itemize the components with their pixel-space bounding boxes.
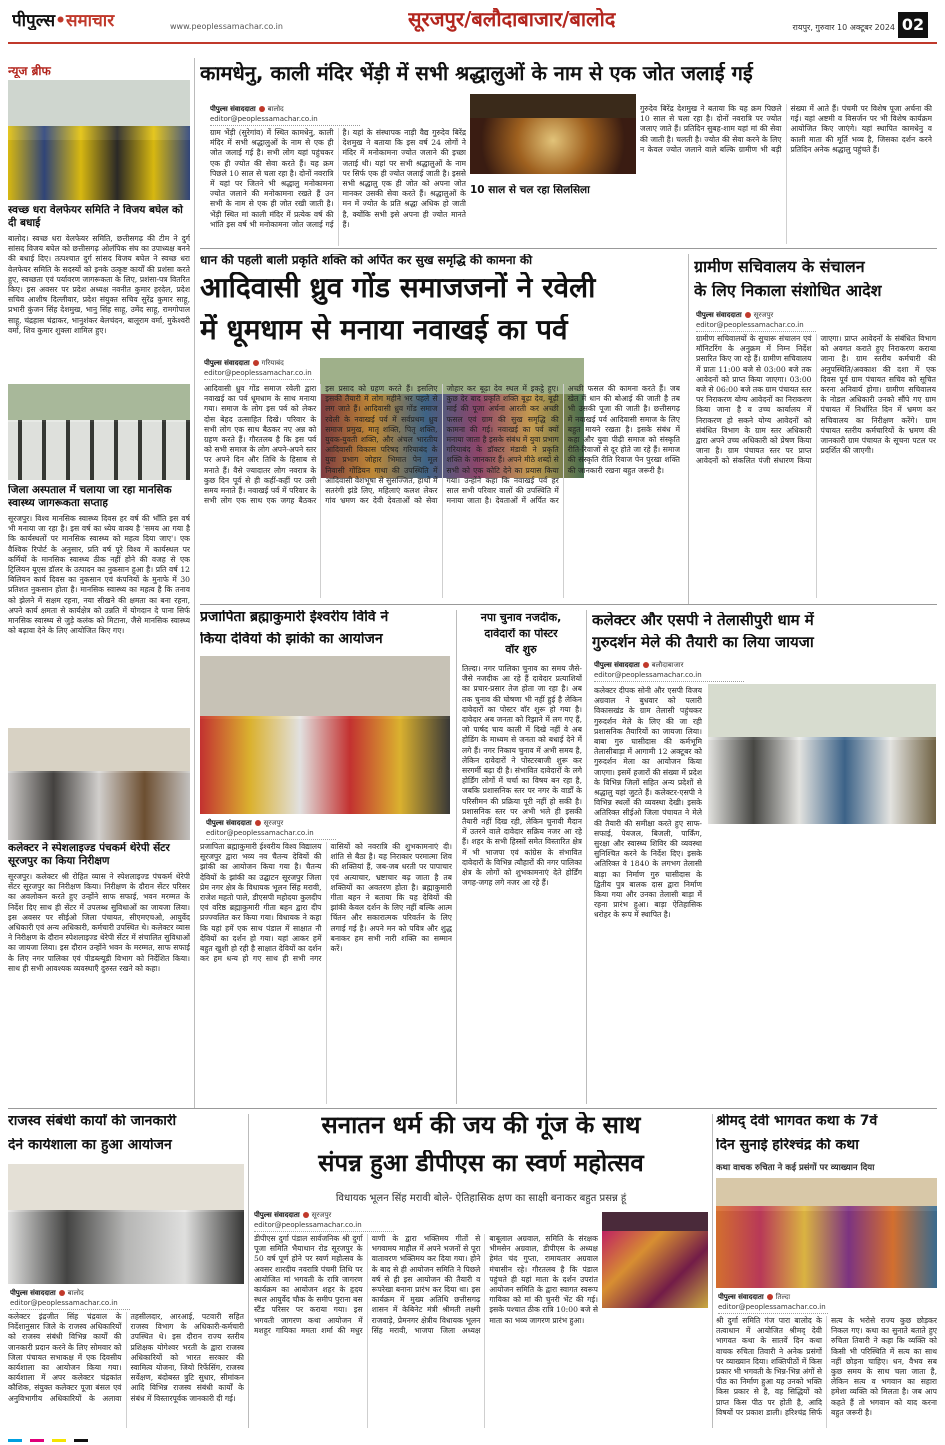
sanatan-story-text: डीपीएस दुर्गा पंडाल सार्वजनिक श्री दुर्गा पूजा समिति भैयाथान रोड सूरजपुर के 50 वर्ष पूर्ण होने पर स्वर्ण महोत्सव के अवसर शारदीय नवरात्रि पंचमी तिथि पर आयोजित मां भगवती के रात्रि जागरण कार्यक्रम का आयोजन शहर के हृदय स्थल आयुर्वेद चौक के समीप पुराना बस स्टैंड परिसर पर कराया गया। इस भगवती जागरण कथा आयोजन में मशहूर गायिका ममता शर्मा की मधुर वाणी के द्वारा भक्तिमय गीतों से भगवामय माहौल में अपने भजनों से पूरा वातावरण भक्तिमय कर दिया गया। होने के बाद से ही आयोजन समिति ने पिछले वर्ष से ही इस आयोजन की तैयारी व रूपरेखा बनाना प्रारंभ कर दिया था। इस कार्यक्रम में मुख्य अतिथि छत्तीसगढ़ शासन में केबिनेट मंत्री श्रीमती लक्ष्मी राजवाड़े, प्रेमनगर क्षेत्रीय विधायक भूलन सिंह मरावी, भाजपा जिला अध्यक्ष बाबूलाल अग्रवाल, समिति के संरक्षक भीमसेन अग्रवाल, डीपीएस के अध्यक्ष हेमंत चंद गुप्ता, रामायतार अग्रवाल मंचासीन रहे। गौरतलब है कि पंडाल पहुंचते ही यहां माता के दर्शन उपरांत आयोजन समिति के द्वारा स्वागत स्वरूप गायिका को मां की चुनरी भेंट की गई। इसके पश्चात ठीक रात्रि 10:00 बजे से माता का भव्य जागरण प्रारंभ हुआ।: [254, 1234, 598, 1335]
brand-name-red: समाचार: [65, 11, 115, 30]
byline-source: पीपुल्स संवाददाता: [718, 1293, 764, 1301]
workshop-story-headline-1: राजस्व संबंधी कार्यों की जानकारी: [8, 1114, 177, 1129]
dateline: रायपुर, गुरुवार 10 अक्टूबर 2024: [792, 23, 895, 32]
workshop-story-photo: [8, 1164, 244, 1284]
news-brief-photo-2: [8, 384, 190, 480]
main-story-byline: [204, 358, 314, 380]
byline-dot-icon: [253, 360, 259, 366]
news-brief-text-2: सूरजपुर। विश्व मानसिक स्वास्थ्य दिवस हर वर्ष की भाँति इस वर्ष भी मनाया जा रहा है। इस वर्ष का ध्येय वाक्य है 'समय आ गया है कि कार्यस्थलों पर मानसिक स्वास्थ्य को महत्व दिया जाए'। एक वैश्विक रिपोर्ट के अनुसार, प्रति वर्ष पूरे विश्व में कार्यस्थल पर कर्मियों के मानसिक स्वास्थ्य ठीक नहीं होने की वजह से एक ट्रिलियन यूएस डॉलर के उत्पादन का नुकसान हुआ है। प्रति वर्ष 12 बिलियन कार्य दिवस का नुकसान एवं कंपनियों के मुनाफे में 30 प्रतिशत नुकसान होता है। मानसिक स्वास्थ्य का महत्व है कि तनाव को झेलने में सक्षम रहना, नया सीखने की क्षमता का बना रहना, अपने कार्य क्षमता से कार्यक्षेत्र को उन्नति में योगदान दे पाना सिर्फ मानसिक स्वास्थ्य से जुड़े कलंक को मिटाना, जैसे मानसिक स्वास्थ्य को बढ़ावा देने के लिए आयोजित किए गए।: [8, 514, 190, 636]
divider-main-right: [688, 254, 689, 604]
collector-story-headline-1: कलेक्टर और एसपी ने तेलासीपुरी धाम में: [592, 612, 814, 629]
news-brief-photo-3: [8, 728, 190, 840]
color-swatch-black: [74, 1439, 88, 1442]
brahma-story-photo: [200, 656, 450, 814]
byline-place: सूरजपुर: [311, 1211, 332, 1219]
top-story-byline: [210, 104, 360, 126]
bhagwat-story-photo: [716, 1178, 937, 1288]
top-story-text-2: गुरुदेव बिरेंद्र देशमुख ने बताया कि यह क्रम पिछले 10 साल से चला रहा है। दोनों नवरात्रि पर ज्योत जलाए जाते हैं। प्रतिदिन सुबह-शाम यहां मां की सेवा की जाती है। चलती है। ज्योत की सेवा करने के लिए न केवल ज्योत जलाने वाले बल्कि ग्रामीण भी बड़ी संख्या में आते हैं। पंचमी पर विशेष पूजा अर्चना की गई। यहां अष्टमी व विसर्जन पर भी विशेष कार्यक्रम आयोजित किए जाएंगे। यहां स्थापित कामधेनु व काली माता की मूर्ति भव्य है, जिसका दर्शन करने प्रतिदिन अनेक श्रद्धालु पहुंचते हैं।: [640, 104, 932, 154]
divider-workshop-right: [248, 1114, 249, 1428]
byline-place: गरियाबंद: [261, 359, 284, 367]
collector-story-headline-2: गुरुदर्शन मेले की तैयारी का लिया जायजा: [592, 634, 814, 651]
byline-place: बलौदाबाजार: [651, 661, 684, 669]
byline-email[interactable]: editor@peoplessamachar.co.in: [718, 1303, 826, 1311]
election-story-headline-1: नपा चुनाव नजदीक,: [480, 612, 562, 624]
byline-dot-icon: [767, 1294, 773, 1300]
sanatan-story-byline: [254, 1210, 394, 1232]
masthead-rule: [8, 42, 937, 44]
rural-story-text: ग्रामीण सचिवालयों के सुचारू संचालन एवं मॉनिटरिंग के अनुक्रम में निम्न निर्देश प्रसारित किए जा रहे हैं। ग्रामीण सचिवालय में प्रातः 11:00 बजे से 03:00 बजे तक आवेदनों को प्राप्त किया जाएगा। 03:00 बजे से 06:00 बजे तक ग्राम पंचायत स्तर पर निराकरण योग्य आवेदनों का निराकरण किया जाना है व उच्च कार्यालय में निराकरण हो सकने योग्य आवेदनों को संबंधित विभाग के ग्राम स्तर अधिकारी द्वारा अपने उच्च अधिकारी को प्रेषण किया जाना है। ग्राम पंचायत स्तर पर प्राप्त आवेदनों को संकलित पंजी संधारण किया जाएगा। प्राप्त आवेदनों के संबंधित विभाग को अवगत कराते हुए निराकरण कराया जाना है। ग्राम स्तरीय कर्मचारी की अनुपस्थिति/अवकाश की दशा में एक दिवस पूर्व ग्राम पंचायत सचिव को सूचित करना अनिवार्य होगा। ग्रामीण सचिवालय के नोडल अधिकारी उनको सौंपे गए ग्राम पंचायत में निर्धारित दिन में भ्रमण कर सचिवालय का निरीक्षण करेंगे। ग्राम पंचायत स्तरीय कर्मचारियों के भ्रमण की जानकारी ग्राम पंचायत के सूचना पटल पर प्रदर्शित की जाएगी।: [696, 334, 936, 466]
divider-brahma-right: [456, 610, 457, 1104]
divider-top: [200, 248, 937, 249]
byline-dot-icon: [303, 1212, 309, 1218]
page-number: 02: [898, 12, 928, 38]
bhagwat-story-byline: [718, 1292, 828, 1314]
election-story-headline-2: दावेदारों का पोस्टर: [484, 628, 558, 640]
byline-source: पीपुल्स संवाददाता: [210, 105, 256, 113]
byline-source: पीपुल्स संवाददाता: [10, 1289, 56, 1297]
top-story-subhead-filler: [470, 200, 636, 244]
top-story-photo: [470, 94, 636, 174]
top-story-text: ग्राम भेंड़ी (सुरेगांव) में स्थित कामधेनु, काली मंदिर में सभी श्रद्धालुओं के नाम से एक ही जोत जलाई गई है। सभी लोग यहां पहुंचकर एक ही ज्योत की सेवा करते हैं। यह क्रम पिछले 10 साल से चला रहा है। दोनों नवरात्रि में यहां पर जितने भी श्रद्धालु मनोकामना ज्योत जलाने की मनोकामना रखते हैं उन सभी के नाम से एक ही जोत रखी जाती है। भेंड़ी स्थित मां काली मंदिर में प्रत्येक वर्ष की भांति इस वर्ष भी मनोकामना जोत जलाई गई है। यहां के संस्थापक नाड़ी वैद्य गुरुदेव बिरेंद्र देशमुख ने बताया कि इस वर्ष 24 लोगों ने मंदिर में मनोकामना ज्योत जलाने की इच्छा जताई थी। यहां पर सभी श्रद्धालुओं के नाम पर सिर्फ एक ही ज्योत जलाई जाती है। इससे सभी श्रद्धालु एक ही जोत को अपना जोत मानकर उसकी सेवा करते हैं। श्रद्धालुओं के मन में ज्योत के प्रति श्रद्धा अधिक हो जाती है, क्योंकि सभी इसे अपना ही ज्योत मानते हैं।: [210, 128, 466, 229]
section-title: सूरजपुर/बलौदाबाजार/बालोद: [408, 8, 616, 31]
byline-email[interactable]: editor@peoplessamachar.co.in: [210, 115, 318, 123]
byline-dot-icon: [259, 106, 265, 112]
byline-source: पीपुल्स संवाददाता: [254, 1211, 300, 1219]
news-brief-label-text: न्यूज ब्रीफ: [8, 64, 51, 78]
main-story-kicker: धान की पहली बाली प्रकृति शक्ति को अर्पित कर सुख समृद्धि की कामना की: [200, 254, 533, 267]
rural-story-headline-1: ग्रामीण सचिवालय के संचालन: [694, 258, 865, 276]
byline-email[interactable]: editor@peoplessamachar.co.in: [10, 1299, 118, 1307]
sanatan-story-photo: [602, 1212, 708, 1308]
news-brief-label: [8, 60, 190, 78]
collector-story-photo: [708, 684, 936, 824]
bhagwat-story-subheadline: कथा वाचक रुचिता ने कई प्रसंगों पर व्याख्यान दिया: [716, 1163, 875, 1173]
top-story-subhead: 10 साल से चल रहा सिलसिला: [470, 184, 590, 196]
main-story-text: आदिवासी ध्रुव गोंड समाज रवेली द्वारा नवाखई का पर्व धूमधाम के साथ मनाया गया। समाज के लोग इस पर्व को लेकर दोस बेहद उत्साहित दिखे। परिवार के सभी लोग एक साथ बैठकर नए अन्न को ग्रहण करते हैं। गौरतलब है कि इस पर्व को सभी समाज के लोग अपने-अपने स्तर पर अपने दिन और तिथि के हिसाब से मनाते हैं। वैसे ज्यादातर लोग नवरात्र के कुछ दिन पूर्व से ही कहीं-कहीं पर उसी समय मनाते हैं। नवाखई पर्व में परिवार के सभी लोग एक साथ एक जगह बैठकर इस प्रसाद को ग्रहण करते हैं। इसलिए इसकी तैयारी में लोग महीने भर पहले से लग जाते हैं। आदिवासी ध्रुव गोंड समाज रवेली के नवाखई पर्व में सर्वप्रथम ध्रुव समाज प्रमुख, मातृ शक्ति, पितृ शक्ति, युवक-युवती शक्ति, और अंचल भारतीय आदिवासी विकास परिषद गरियाबंद के युवा प्रभाग जोहार भिमात पेन मूल निवासी गोंडियन गाथा की उपस्थिति में आदिवासी वेशभूषा से सुसज्जित, हाथों में सतरंगी झंडे लिए, महिलाएं कलश लेकर गांव भ्रमण कर देवी देवताओं को सेवा जोहार कर बूढ़ा देव स्थल में इकट्ठे हुए। कुछ देर बाद प्रकृति शक्ति बूढ़ा देव, बूढ़ी माई की पूजा अर्चना आरती कर अच्छी फसल एवं ग्राम की सुख समृद्धि की कामना की गई। नवाखई का पर्व क्यों मनाया जाता है इसके संबंध में युवा प्रभाग गरियाबंद के डॉक्टर मंडावी ने प्रकृति शक्ति के जानकार हैं। अपने मीठे शब्दों से सभी को एक कोटि देने का प्रयास किया गया। उन्होंने कहा कि नवाखई पर्व हर साल सभी परिवार वालों की उपस्थिति में मनाया जाता है। देवताओं में अर्पित कर अच्छी फसल की कामना करते हैं। जब खेत में धान की बोआई की जाती है तब भी उसकी पूजा की जाती है। छत्तीसगढ़ में नवाखई पर्व आदिवासी समाज के लिए बहुत मायने रखता है। इसके संबंध में कहा और युवा पीढ़ी समाज को संस्कृति रीति-रिवाजों से दूर होते जा रहे हैं। समाज की संस्कृति रीति रिवाज पेन पुरखा शक्ति की जानकारी रखना बहुत जरूरी है।: [204, 384, 680, 506]
collector-story-byline: [594, 660, 744, 682]
byline-dot-icon: [745, 312, 751, 318]
sanatan-story-subheadline: विधायक भूलन सिंह मरावी बोले- ऐतिहासिक क्षण का साक्षी बनाकर बहुत प्रसन्न हूं: [335, 1193, 627, 1204]
masthead: [0, 0, 945, 58]
divider-left: [194, 58, 195, 1108]
rural-story-byline: [696, 310, 816, 332]
news-brief-photo-1: [8, 80, 190, 200]
workshop-story-byline: [10, 1288, 130, 1310]
brahma-story-headline-2: किया देवियों की झांकी का आयोजन: [200, 632, 383, 647]
news-brief-text-3: सूरजपुर। कलेक्टर श्री रोहित व्यास ने स्पेशलाइज्ड पंचकर्म थेरेपी सेंटर सूरजपुर का निरीक्षण किया। निरीक्षण के दौरान सेंटर परिसर का अवलोकन करते हुए उन्होंने साफ सफाई, भवन मरम्मत के निर्देश दिए साथ ही सेंटर में उपलब्ध सुविधाओं का जायजा लिया। इस अवसर पर सीईओ जिला पंचायत, सीएमएचओ, आयुर्वेद अधिकारी एवं अन्य अधिकारी, कर्मचारी उपस्थित थे। कलेक्टर व्यास ने निरीक्षण के दौरान स्पेशलाइज्ड थेरेपी सेंटर में संचालित सुविधाओं का जायजा लिया। इस दौरान उन्होंने भवन के मरम्मत, साफ सफाई के लिए नगर पालिका एवं पीडब्ल्यूडी विभाग को निर्देशित किया। साथ ही सभी आवश्यक व्यवस्थाएँ दुरुस्त रखने को कहा।: [8, 872, 190, 973]
byline-source: पीपुल्स संवाददाता: [594, 661, 640, 669]
sanatan-story-text-2: [602, 1312, 708, 1428]
byline-place: बालोद: [267, 105, 284, 113]
print-registration-bar: [8, 1432, 937, 1442]
main-story-headline-2: में धूमधाम से मनाया नवाखई का पर्व: [200, 314, 568, 346]
rural-story-headline-2: के लिए निकाला संशोधित आदेश: [694, 282, 882, 300]
divider-mid: [200, 604, 937, 605]
news-brief-headline-2: जिला अस्पताल में चलाया जा रहा मानसिक स्वास्थ्य जागरूकता सप्ताह: [8, 484, 172, 509]
byline-place: सूरजपुर: [753, 311, 774, 319]
byline-dot-icon: [643, 662, 649, 668]
brand-separator: •: [55, 11, 66, 30]
color-swatch-cyan: [8, 1439, 22, 1442]
website-url[interactable]: www.peoplessamachar.co.in: [170, 22, 283, 31]
byline-place: बालोद: [67, 1289, 84, 1297]
collector-story-text: कलेक्टर दीपक सोनी और एसपी विजय अग्रवाल ने बुधवार को पलारी विकासखंड के ग्राम तेलासी पहुंचकर गुरुदर्शन मेले के लिए की जा रही प्रशासनिक तैयारियों का जायजा लिया। बाबा गुरु घासीदास की कर्मभूमि तेलासीबाड़ा में आगामी 12 अक्टूबर को गुरुदर्शन मेला का आयोजन किया जाएगा। इसमें हजारों की संख्या में प्रदेश के विभिन्न जिलों सहित अन्य प्रदेशों से श्रद्धालु यहां जुटते हैं। कलेक्टर-एसपी ने विभिन्न स्थलों की व्यवस्था देखी। इसके अतिरिक्त सीईओ जिला पंचायत ने मेले की तैयारी की समीक्षा करते हुए साफ-सफाई, पेयजल, बिजली, पार्किंग, सुरक्षा और स्वास्थ्य शिविर की व्यवस्था सुनिश्चित करने के निर्देश दिए। इसके अतिरिक्त वे 1840 के लगभग तेलासी बाड़ा का निर्माण गुरु घासीदास के द्वितीय पुत्र बालक दास द्वारा निर्माण किया गया और उनका तेलासी बाड़ा में रहना प्रारंभ हुआ। बाड़ा ऐतिहासिक धरोहर के रूप में स्थापित है।: [594, 686, 702, 920]
byline-dot-icon: [255, 820, 261, 826]
workshop-story-text: कलेक्टर इंद्रजीत सिंह चंद्रवाल के निर्देशानुसार जिले के राजस्व अधिकारियों को राजस्व संबंधी विभिन्न कार्यों की जानकारी प्रदान करने के लिए सोमवार को जिला पंचायत सभाकक्ष में एक दिवसीय कार्यशाला का आयोजन किया गया। कार्यशाला में अपर कलेक्टर चंद्रकांत कौशिक, संयुक्त कलेक्टर पूजा बंसल एवं अनुविभागीय अधिकारियों के अलावा तहसीलदार, आरआई, पटवारी सहित राजस्व विभाग के अधिकारी-कर्मचारी उपस्थित थे। इस दौरान राज्य स्तरीय प्रशिक्षक योगेश्वर भरती के द्वारा राजस्व अधिकारियों को भारत सरकार की स्वामित्व योजना, जियो रिफेंसिंग, राजस्व सर्वेक्षण, बंदोबस्त त्रुटि सुधार, सीमांकन आदि विभिन्न राजस्व संबंधी कार्यों के संबंध में विस्तारपूर्वक जानकारी दी गई।: [8, 1312, 244, 1403]
divider-election-right: [586, 610, 587, 1104]
brahma-story-byline: [206, 818, 336, 840]
byline-source: पीपुल्स संवाददाता: [206, 819, 252, 827]
byline-email[interactable]: editor@peoplessamachar.co.in: [206, 829, 314, 837]
bhagwat-story-text: श्री दुर्गा समिति गंज पारा बालोद के तत्वाधान में आयोजित श्रीमद् देवी भागवत कथा के सातवें दिन कथा वाचक रुचिता तिवारी ने अनेक प्रसंगों पर व्याख्यान दिया। शक्तिपीठों में किस प्रकार भी भगवती के भिन्न-भिन्न अंगों से पीठ का निर्माण हुआ यह उनको भक्ति किस प्रकार से है, वह सिद्धियों को प्राप्त किस पीठ पर होती है, आदि विषयों पर प्रकाश डाली। हरिश्चंद्र सिर्फ सत्य के भरोसे राज्य कुछ छोड़कर निकल गए। कथा का सुनाते बताते हुए रुचिता तिवारी ने कहा कि व्यक्ति को किसी भी परिस्थिति में सत्य का साथ नहीं छोड़ना चाहिए। धन, वैभव सब कुछ समय के साथ चला जाता है, लेकिन सत्य व भगवान का सहारा हमेशा व्यक्ति को मिलता है। जब आप कहते हैं तो भगवान को याद करना बहुत जरूरी है।: [716, 1316, 937, 1417]
collector-story-text-2: [708, 828, 936, 1104]
divider-bottom: [8, 1108, 937, 1109]
news-brief-headline-3: कलेक्टर ने स्पेशलाइज्ड पंचकर्म थेरेपी सेंटर सूरजपुर का किया निरीक्षण: [8, 842, 170, 867]
byline-email[interactable]: editor@peoplessamachar.co.in: [594, 671, 702, 679]
brand-name-black: पीपुल्स: [12, 11, 56, 30]
byline-source: पीपुल्स संवाददाता: [696, 311, 742, 319]
byline-place: तिल्दा: [775, 1293, 791, 1301]
brahma-story-headline-1: प्रजापिता ब्रह्माकुमारी ईश्वरीय विवि ने: [200, 610, 389, 625]
election-story-text: तिल्दा। नगर पालिका चुनाव का समय जैसे-जैसे नजदीक आ रहे हैं दावेदार प्रत्याशियों का प्रचार-प्रसार तेज होता जा रहा है। अब तक चुनाव की घोषणा भी नहीं हुई है लेकिन दावेदारों का पोस्टर वॉर शुरू हो गया है। दावेदार अब जनता को रिझाने में लग गए हैं, जो पार्षद चाय काली में दिखे नहीं वे अब होडिंग के माध्यम से जनता को बधाई देने में लगे हैं। नगर निकाय चुनाव में अभी समय है, लेकिन दावेदारों ने पोस्टरबाजी शुरू कर सरगर्मी बढ़ा दी है। संभावित दावेदारों के लगे होर्डिंग लोगों में चर्चा का विषय बन रहा है, जबकि प्रशासनिक स्तर पर नगर के वार्डों के परिसीमन की प्रक्रिया पूरी नहीं हो सकी है। प्रशासनिक स्तर पर अभी भले ही इसकी तैयारी नहीं दिख रही, लेकिन चुनावी मैदान में उतरने वाले दावेदार सक्रिय नजर आ रहे हैं। शहर के सभी हिस्सों समेत विस्तारित क्षेत्र में भी भाजपा एवं कांग्रेस के संभावित दावेदारों के विभिन्न त्यौहारों की नगर पालिका क्षेत्र के लोगों को शुभकामनाएं देते होर्डिंग जगह-जगह लगे नजर आ रहे हैं।: [462, 664, 582, 888]
bhagwat-story-headline-2: दिन सुनाई हरिश्चंद्र की कथा: [716, 1138, 859, 1153]
top-story-headline: कामधेनु, काली मंदिर भेंड़ी में सभी श्रद्धालुओं के नाम से एक जोत जलाई गई: [200, 62, 753, 85]
sanatan-story-headline-2: संपन्न हुआ डीपीएस का स्वर्ण महोत्सव: [318, 1150, 644, 1177]
color-swatch-yellow: [52, 1439, 66, 1442]
news-brief-headline-1: स्वच्छ धरा वेलफेयर समिति ने विजय बघेल को दी बधाई: [8, 204, 183, 229]
byline-place: सूरजपुर: [263, 819, 284, 827]
divider-sanatan-right: [712, 1114, 713, 1428]
news-brief-column: [8, 58, 190, 1108]
brahma-story-text: प्रजापिता ब्रह्माकुमारी ईश्वरीय विश्व विद्यालय सूरजपुर द्वारा भव्य नव चैतन्य देवियों की झांकी का आयोजन किया गया है। चैतन्य देवियों के झांकी का उद्घाटन सूरजपुर जिला प्रेम नगर क्षेत्र के विधायक भूलन सिंह मरावी, राजेश महतो पाले, डीएसपी महोदया कुलदीप एवं वरिष्ठ ब्रह्माकुमारी गीता बहन द्वारा दीप प्रज्ज्वलित कर किया गया। विधायक ने कहा कि यहां हमें एक साथ पंडाल में साक्षात नौ देवियों का दर्शन हो गया। यहां आकर हमें बहुत खुशी हो रही है साक्षात देवियों का दर्शन कर हम धन्य हो गए साथ ही सभी नगर वासियों को नवरात्रि की शुभकामनाएं दी। शांति से बैठा है। यह निराकार परमात्मा शिव की शक्तियां हैं, जब-जब धरती पर पापाचार एवं अत्याचार, भ्रष्टाचार बढ़ जाता है तब शक्तियों का अवतरण होता है। ब्रह्माकुमारी गीता बहन ने बताया कि यह देवियों की झांकी केवल दर्शन के लिए नहीं बल्कि आत्म चिंतन और सकारात्मक परिवर्तन के लिए लगाई गई है। अपने मन को पवित्र और शुद्ध बनाकर हम सभी नारी शक्ति का सम्मान करें।: [200, 842, 452, 964]
workshop-story-headline-2: देने कार्यशाला का हुआ आयोजन: [8, 1138, 172, 1153]
byline-source: पीपुल्स संवाददाता: [204, 359, 250, 367]
sanatan-story-headline-1: सनातन धर्म की जय की गूंज के साथ: [321, 1112, 641, 1139]
byline-email[interactable]: editor@peoplessamachar.co.in: [254, 1221, 362, 1229]
election-story-headline-3: वॉर शुरु: [505, 644, 537, 656]
bhagwat-story-headline-1: श्रीमद् देवी भागवत कथा के 7वें: [716, 1114, 878, 1129]
byline-dot-icon: [59, 1290, 65, 1296]
main-story-headline-1: आदिवासी ध्रुव गोंड समाजजनों ने रवेली: [200, 272, 596, 304]
byline-email[interactable]: editor@peoplessamachar.co.in: [696, 321, 804, 329]
news-brief-text-1: बालोद। स्वच्छ धरा वेलफेयर समिति, छत्तीसगढ़ की टीम ने दुर्ग सांसद विजय बघेल को छत्तीसगढ़ ओलंपिक संघ का उपाध्यक्ष बनने की बधाई दिए। तत्पश्चात दुर्ग सांसद विजय बघेल ने स्वच्छ धरा वेलफेयर समिति के सदस्यों को इनके उत्कृष्ट कार्यों की प्रशंसा करते हुए, स्वच्छता एवं पर्यावरण जागरूकता के लिए, प्रशंसा-पत्र वितरित किए। इस अवसर पर प्रदेश अध्यक्ष नवनीत कुमार हरदेल, प्रदेश सचिव आशीष दिल्लीवार, प्रदेश संयुक्त सचिव सुरेंद्र कुमार साहू, प्रभारी कुंजन सिंह देशमुख, भानु सिंह साहू, उमेंद साहू, रामगोपाल साहू, चंद्रहास चंद्राकर, भानुशंकर बेलचंदन, बालूराम वर्मा, मुकेश्वरी वर्मा, शिव कुमार शुक्ला शामिल हुए।: [8, 234, 190, 335]
byline-email[interactable]: editor@peoplessamachar.co.in: [204, 369, 312, 377]
brand-logo: [12, 8, 172, 30]
color-swatch-magenta: [30, 1439, 44, 1442]
